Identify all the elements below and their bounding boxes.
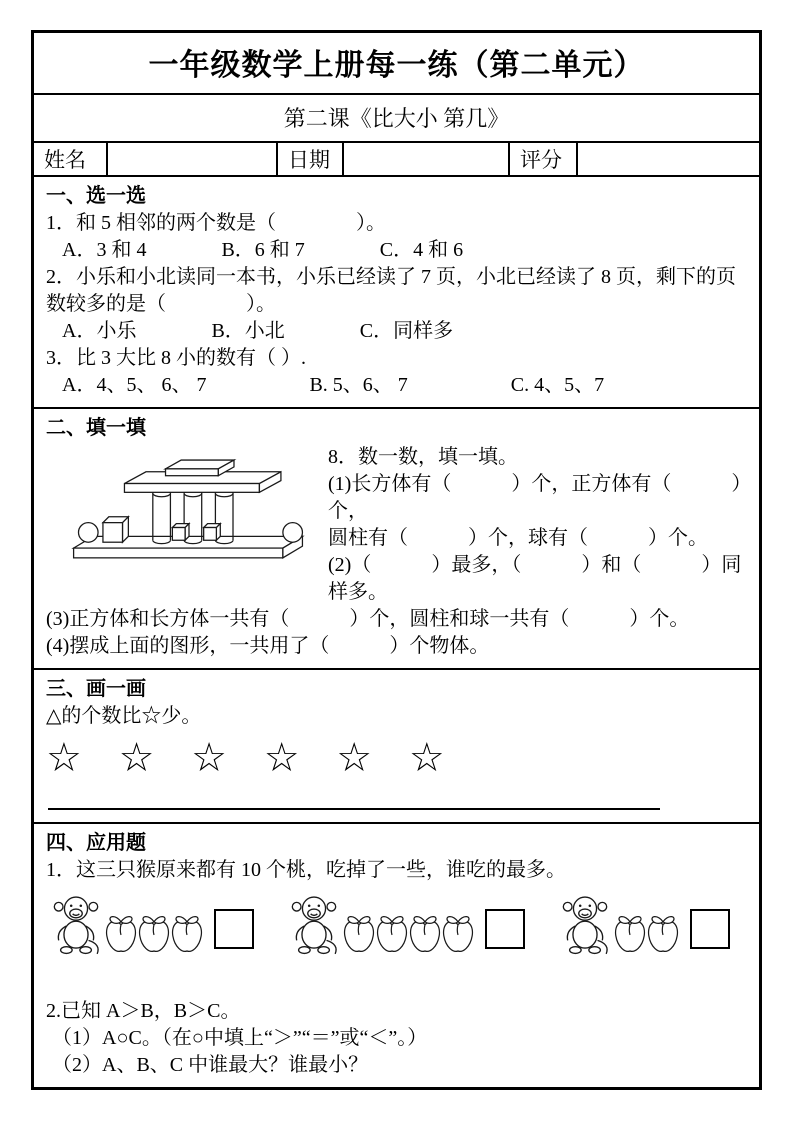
option-a: A．3 和 4: [62, 239, 147, 261]
option-b: B．6 和 7: [221, 239, 305, 261]
monkey-peach-group: [50, 894, 254, 956]
apply-question-2: 2.已知 A＞B，B＞C。: [46, 1000, 241, 1022]
fill-line-3: (3)正方体和长方体一共有（ ）个，圆柱和球一共有（ ）个。: [46, 608, 690, 630]
name-input-cell[interactable]: [108, 143, 278, 175]
question-2: 2．小乐和小北读同一本书，小乐已经读了 7 页，小北已经读了 8 页，剩下的页数较多的是（ ）。: [46, 266, 736, 315]
option-c: C．同样多: [359, 320, 454, 342]
date-input-cell[interactable]: [344, 143, 510, 175]
apply-question-2-1: （1）A○C。（在○中填上“＞”“＝”或“＜”。）: [52, 1027, 428, 1049]
fill-line-1a: (1)长方体有（ ）个，正方体有（ ）个，: [328, 473, 742, 522]
blocks-table-figure: [46, 442, 328, 566]
worksheet-border: [31, 30, 762, 1090]
peach-figure: [613, 913, 647, 955]
section-draw-heading: 三、画一画: [46, 678, 146, 700]
question-1-options: [46, 237, 747, 264]
peach-figure: [441, 913, 475, 955]
fill-line-4: (4)摆成上面的图形，一共用了（ ）个物体。: [46, 635, 490, 657]
option-b: B．小北: [211, 320, 285, 342]
monkey-peach-group: [288, 894, 525, 956]
fill-line-1b: 圆柱有（ ）个，球有（ ）个。: [328, 527, 708, 549]
info-form-row: [34, 143, 759, 177]
peach-figure: [646, 913, 680, 955]
section-fill-heading: 二、填一填: [46, 417, 146, 439]
name-label: 姓名: [34, 143, 108, 175]
monkey-peach-row: [46, 884, 747, 956]
option-c: C．4 和 6: [379, 239, 464, 261]
date-label: 日期: [278, 143, 344, 175]
peach-figure: [104, 913, 138, 955]
worksheet-title: 一年级数学上册每一练（第二单元）: [34, 33, 759, 95]
peach-figure: [342, 913, 376, 955]
monkey-figure: [559, 894, 611, 956]
section-choose: [34, 177, 759, 409]
question-2-options: [46, 318, 747, 345]
fill-line-2: (2)（ ）最多，（ ）和（ ）同样多。: [328, 554, 742, 603]
peach-figure: [137, 913, 171, 955]
question-3: 3．比 3 大比 8 小的数有（ ）.: [46, 347, 306, 369]
peach-figure: [375, 913, 409, 955]
option-a: A．4、5、 6、 7: [62, 374, 207, 396]
option-c: C. 4、5、7: [510, 374, 605, 396]
peach-figure: [408, 913, 442, 955]
question-3-options: [46, 372, 747, 399]
monkey-peach-group: [559, 894, 730, 956]
apply-question-2-2: （2）A、B、C 中谁最大？谁最小？: [52, 1054, 369, 1076]
monkey-figure: [50, 894, 102, 956]
option-a: A．小乐: [62, 320, 137, 342]
option-b: B. 5、6、 7: [309, 374, 408, 396]
question-1: 1．和 5 相邻的两个数是（ ）。: [46, 212, 386, 234]
drawing-line[interactable]: [48, 808, 660, 810]
worksheet-subtitle: 第二课《比大小 第几》: [34, 95, 759, 143]
monkey-figure: [288, 894, 340, 956]
apply-question-1: 1．这三只猴原来都有 10 个桃，吃掉了一些，谁吃的最多。: [46, 859, 566, 881]
score-label: 评分: [510, 143, 578, 175]
question-8-title: 8．数一数，填一填。: [328, 446, 518, 468]
answer-square[interactable]: [485, 909, 525, 949]
peach-figure: [170, 913, 204, 955]
star-row: ☆ ☆ ☆ ☆ ☆ ☆: [46, 735, 457, 781]
section-choose-heading: 一、选一选: [46, 185, 146, 207]
answer-square[interactable]: [690, 909, 730, 949]
section-fill: [34, 409, 759, 670]
section-draw: [34, 670, 759, 824]
section-apply-heading: 四、应用题: [46, 832, 146, 854]
section-apply: [34, 824, 759, 1087]
score-input-cell[interactable]: [578, 143, 759, 175]
answer-square[interactable]: [214, 909, 254, 949]
draw-instruction: △的个数比☆少。: [46, 705, 202, 727]
